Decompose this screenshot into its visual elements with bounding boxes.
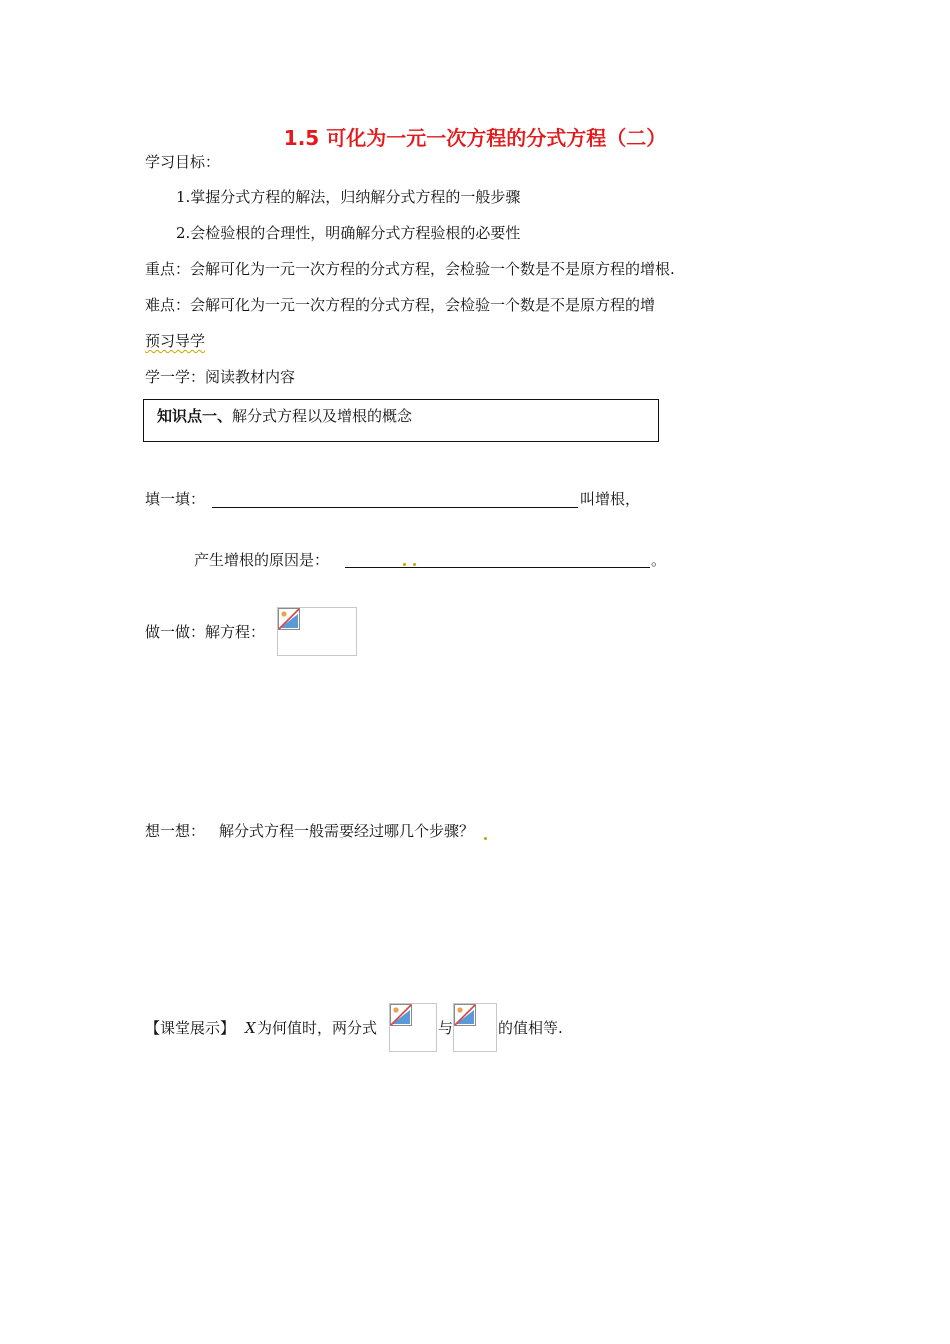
- broken-image-icon: [390, 1004, 412, 1026]
- broken-image-icon: [278, 608, 300, 630]
- key-point: 重点：会解可化为一元一次方程的分式方程，会检验一个数是不是原方程的增根.: [145, 260, 675, 278]
- classroom-variable: X: [245, 1019, 256, 1037]
- classroom-text-2: 的值相等.: [498, 1019, 563, 1037]
- squiggle-mark: [484, 837, 487, 840]
- fill-suffix: 叫增根，: [580, 490, 641, 508]
- objective-item-2: 2.会检验根的合理性，明确解分式方程验根的必要性: [176, 224, 521, 242]
- classroom-text-1: 为何值时，两分式: [257, 1019, 378, 1037]
- preview-heading-text: 预习导学: [145, 332, 206, 350]
- objective-item-1: 1.掌握分式方程的解法，归纳解分式方程的一般步骤: [176, 188, 521, 206]
- cause-blank[interactable]: [345, 567, 650, 568]
- objectives-heading: 学习目标：: [145, 153, 221, 171]
- study-line: 学一学：阅读教材内容: [145, 368, 296, 386]
- squiggle-mark: [413, 563, 416, 566]
- cause-suffix: 。: [651, 551, 667, 569]
- knowledge-box-text: [157, 406, 412, 426]
- classroom-and: 与: [438, 1019, 454, 1037]
- fraction-image-2: [453, 1003, 497, 1052]
- fill-blank[interactable]: [212, 507, 578, 508]
- think-label: 想一想：: [145, 822, 206, 840]
- knowledge-box: [143, 399, 659, 442]
- cause-prefix: 产生增根的原因是：: [194, 551, 330, 569]
- classroom-label: 【课堂展示】: [145, 1019, 236, 1037]
- page-title: 1.5 可化为一元一次方程的分式方程（二）: [283, 126, 667, 150]
- fill-prefix: 填一填：: [145, 490, 206, 508]
- fraction-image-1: [389, 1003, 437, 1052]
- knowledge-label: 知识点一、: [157, 407, 233, 425]
- think-question: 解分式方程一般需要经过哪几个步骤？: [219, 822, 475, 840]
- squiggle-mark: [403, 563, 406, 566]
- broken-image-icon: [454, 1004, 476, 1026]
- difficult-point: 难点：会解可化为一元一次方程的分式方程，会检验一个数是不是原方程的增: [145, 296, 656, 314]
- equation-image: [277, 607, 357, 656]
- do-it-label: 做一做：解方程：: [145, 623, 266, 641]
- preview-heading: [145, 331, 205, 351]
- knowledge-topic: 解分式方程以及增根的概念: [232, 407, 413, 425]
